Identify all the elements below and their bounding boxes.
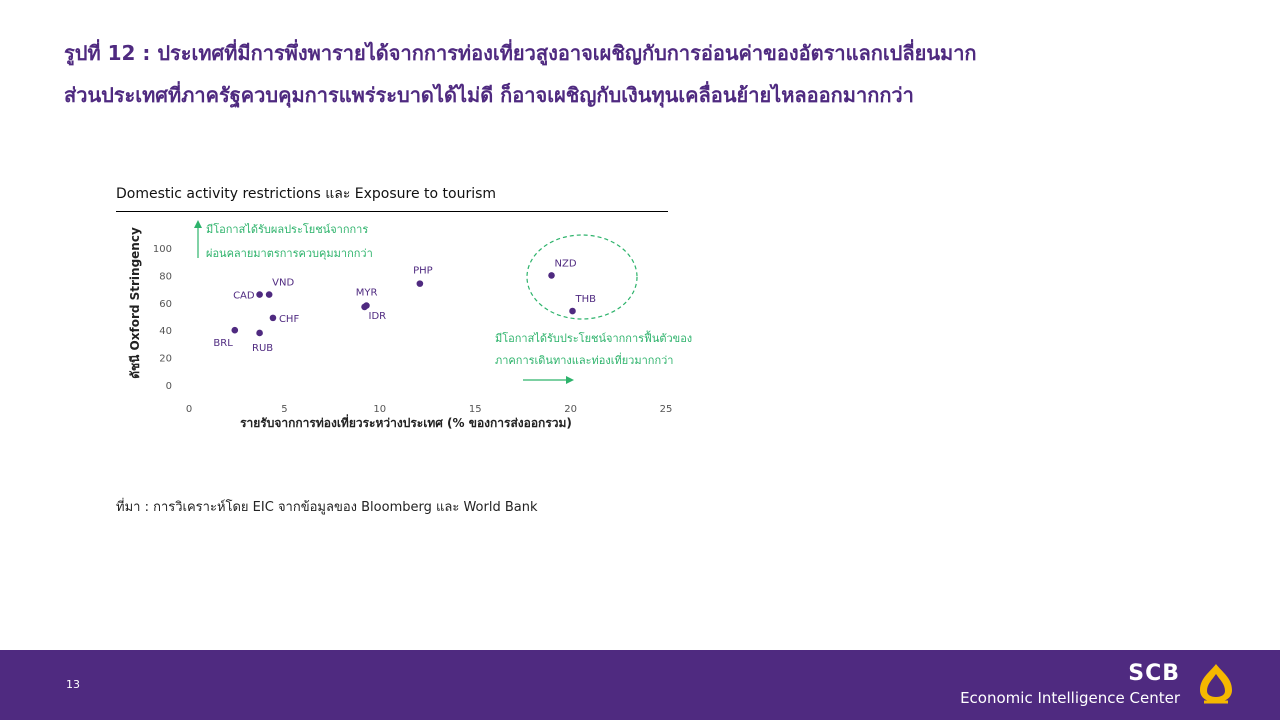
slide-title-line-2: ส่วนประเทศที่ภาครัฐควบคุมการแพร่ระบาดได้ไม่ดี ก็อาจเผชิญกับเงินทุนเคลื่อนย้ายไหลออกมากกว่า bbox=[64, 83, 914, 107]
footer-bar bbox=[0, 650, 1280, 720]
point-label-chf: CHF bbox=[278, 313, 300, 325]
data-point-brl bbox=[231, 327, 238, 334]
annotation-relaxation: มีโอกาสได้รับผลประโยชน์จากการ bbox=[206, 223, 369, 236]
y-tick-label: 80 bbox=[159, 271, 172, 283]
page-number: 13 bbox=[66, 678, 80, 691]
x-axis-label: รายรับจากการท่องเที่ยวระหว่างประเทศ (% ของการส่งออกรวม) bbox=[240, 416, 572, 430]
annotation-tourism-recovery: มีโอกาสได้รับประโยชน์จากการฟื้นตัวของ bbox=[495, 332, 693, 345]
data-point-rub bbox=[256, 330, 263, 337]
y-axis-label: ดัชนี Oxford Stringency bbox=[128, 227, 142, 379]
chart-title-underline bbox=[116, 211, 668, 212]
up-arrow-head bbox=[194, 220, 202, 228]
point-label-idr: IDR bbox=[368, 310, 387, 322]
data-point-php bbox=[417, 280, 424, 287]
scb-emblem-icon bbox=[1196, 662, 1236, 706]
brand-block bbox=[960, 660, 1180, 708]
highlight-ellipse bbox=[527, 235, 637, 319]
point-label-brl: BRL bbox=[213, 338, 233, 350]
x-tick-label: 15 bbox=[468, 404, 482, 415]
x-tick-label: 0 bbox=[185, 404, 193, 415]
x-tick-label: 20 bbox=[564, 404, 577, 415]
chart-title: Domestic activity restrictions และ Exposure to tourism bbox=[116, 186, 497, 202]
data-point-chf bbox=[270, 315, 277, 322]
point-label-rub: RUB bbox=[252, 342, 274, 354]
point-label-myr: MYR bbox=[355, 287, 378, 299]
point-label-vnd: VND bbox=[272, 277, 295, 289]
x-tick-label: 5 bbox=[281, 404, 288, 415]
point-label-php: PHP bbox=[413, 265, 433, 277]
data-point-vnd bbox=[266, 291, 273, 298]
annotation-tourism-recovery: ภาคการเดินทางและท่องเที่ยวมากกว่า bbox=[495, 354, 674, 367]
y-tick-label: 20 bbox=[159, 353, 172, 365]
point-label-nzd: NZD bbox=[554, 258, 577, 270]
brand-name: SCB bbox=[1128, 661, 1180, 686]
data-point-idr bbox=[361, 304, 368, 311]
brand-subtitle: Economic Intelligence Center bbox=[960, 689, 1180, 707]
y-tick-label: 0 bbox=[165, 381, 172, 392]
annotation-relaxation: ผ่อนคลายมาตรการควบคุมมากกว่า bbox=[206, 247, 373, 260]
y-tick-label: 100 bbox=[152, 244, 172, 255]
y-tick-label: 60 bbox=[159, 298, 172, 310]
slide-title-line-1: รูปที่ 12 : ประเทศที่มีการพึ่งพารายได้จากการท่องเที่ยวสูงอาจเผชิญกับการอ่อนค่าของอัตราแลกเปลี่ยนมาก bbox=[64, 41, 977, 65]
source-note: ที่มา : การวิเคราะห์โดย EIC จากข้อมูลของ Bloomberg และ World Bank bbox=[116, 500, 538, 515]
point-label-cad: CAD bbox=[233, 290, 255, 302]
right-arrow-head bbox=[566, 376, 574, 384]
slide-title bbox=[64, 32, 1214, 116]
scatter-chart bbox=[116, 216, 716, 438]
data-point-thb bbox=[569, 308, 576, 315]
point-label-thb: THB bbox=[575, 294, 597, 306]
data-point-nzd bbox=[548, 272, 555, 279]
data-point-cad bbox=[256, 291, 263, 298]
x-tick-label: 25 bbox=[659, 404, 673, 415]
y-tick-label: 40 bbox=[159, 326, 172, 338]
x-tick-label: 10 bbox=[373, 404, 387, 415]
